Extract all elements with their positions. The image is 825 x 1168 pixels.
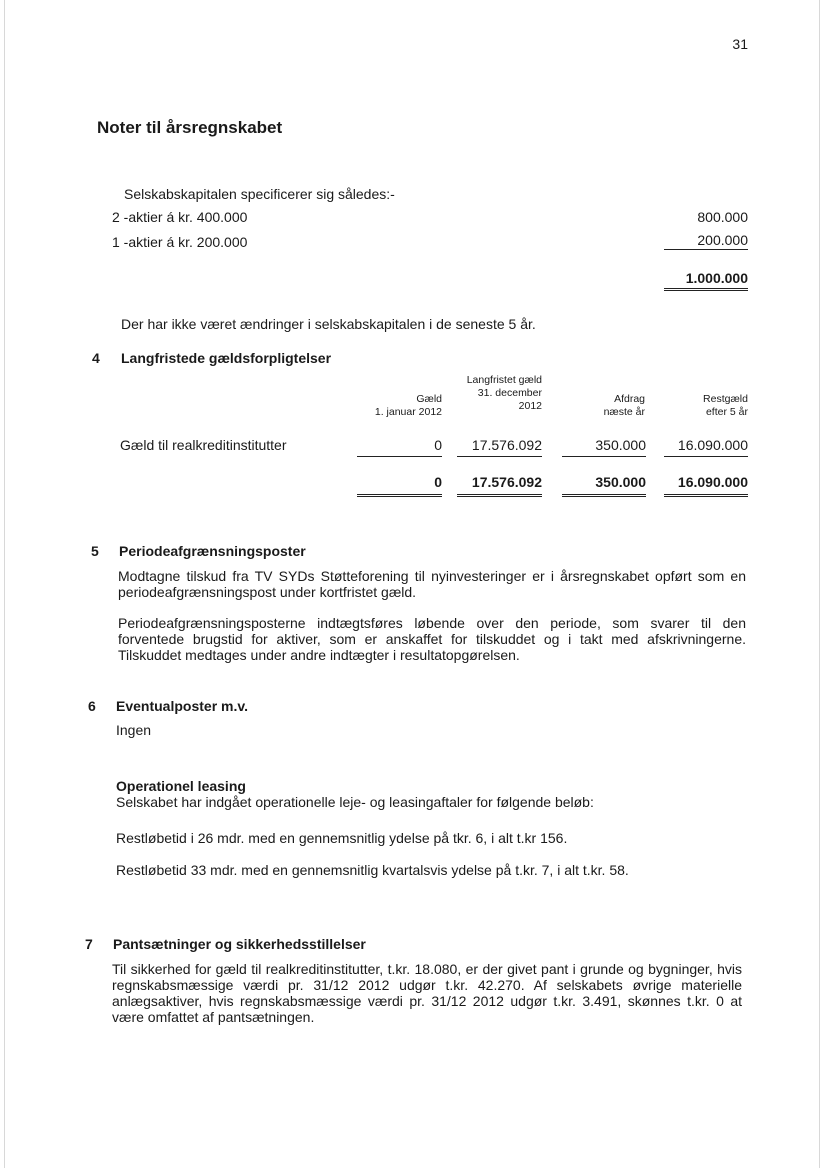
- section-number: 4: [92, 350, 100, 366]
- leasing-line: Restløbetid 33 mdr. med en gennemsnitlig kvartalsvis ydelse på t.kr. 7, i alt t.kr. 58.: [116, 862, 629, 878]
- capital-row-value: 200.000: [664, 232, 748, 250]
- capital-intro: Selskabskapitalen specificerer sig således:-: [124, 186, 395, 202]
- capital-row-value: 800.000: [697, 209, 748, 225]
- paragraph: Til sikkerhed for gæld til realkreditinstitutter, t.kr. 18.080, er der givet pant i grunde og bygninger, hvis regnskabsmæssige værdi pr. 31/12 2012 udgør t.kr. 42.270. Af selskabets øvrige materielle anlægsaktiver, hvis regnskabsmæssige værdi pr. 31/12 2012 udgør t.kr. 3.491, skønnes t.kr. 0 at være omfattet af pantsætningen.: [112, 961, 742, 1025]
- capital-note: Der har ikke været ændringer i selskabskapitalen i de seneste 5 år.: [121, 316, 536, 332]
- capital-row-label: 1 -aktier á kr. 200.000: [112, 234, 248, 250]
- page-title: Noter til årsregnskabet: [97, 118, 283, 137]
- debt-cell: 0: [357, 437, 442, 457]
- debt-cell: 350.000: [562, 437, 646, 457]
- debt-total: 17.576.092: [457, 474, 542, 497]
- column-header: Afdrag næste år: [603, 393, 645, 418]
- page-number: 31: [732, 36, 748, 52]
- right-scan-edge: [819, 0, 820, 1168]
- leasing-line: Restløbetid i 26 mdr. med en gennemsnitlig ydelse på tkr. 6, i alt t.kr 156.: [116, 830, 568, 846]
- debt-cell: 17.576.092: [457, 437, 542, 457]
- leasing-heading: Operationel leasing: [116, 778, 246, 794]
- column-header: Restgæld efter 5 år: [703, 393, 748, 418]
- section-heading: Periodeafgrænsningsposter: [119, 543, 306, 559]
- section-number: 5: [91, 543, 99, 559]
- paragraph: Periodeafgrænsningsposterne indtægtsføres løbende over den periode, som svarer til den forventede brugstid for aktiver, som er anskaffet for tilskuddet og i takt med afskrivningerne. Tilskuddet medtages under andre indtægter i resultatopgørelsen.: [118, 615, 746, 663]
- debt-total: 16.090.000: [664, 474, 748, 497]
- debt-row-label: Gæld til realkreditinstitutter: [120, 437, 287, 453]
- leasing-intro: Selskabet har indgået operationelle leje- og leasingaftaler for følgende beløb:: [116, 794, 594, 810]
- debt-total: 0: [357, 474, 442, 497]
- section-text: Ingen: [116, 722, 152, 738]
- paragraph: Modtagne tilskud fra TV SYDs Støtteforening til nyinvesteringer er i årsregnskabet opført som en periodeafgrænsningspost under kortfristet gæld.: [118, 568, 746, 600]
- left-scan-edge: [4, 0, 5, 1168]
- section-heading: Eventualposter m.v.: [116, 698, 249, 714]
- capital-total: 1.000.000: [664, 270, 748, 291]
- capital-row-label: 2 -aktier á kr. 400.000: [112, 209, 248, 225]
- section-number: 7: [85, 936, 93, 952]
- section-number: 6: [88, 698, 96, 714]
- debt-total: 350.000: [562, 474, 646, 497]
- section-heading: Pantsætninger og sikkerhedsstillelser: [113, 936, 366, 952]
- column-header: Langfristet gæld 31. december 2012: [466, 374, 542, 412]
- column-header: Gæld 1. januar 2012: [374, 393, 442, 418]
- debt-cell: 16.090.000: [664, 437, 748, 457]
- section-heading: Langfristede gældsforpligtelser: [121, 350, 332, 366]
